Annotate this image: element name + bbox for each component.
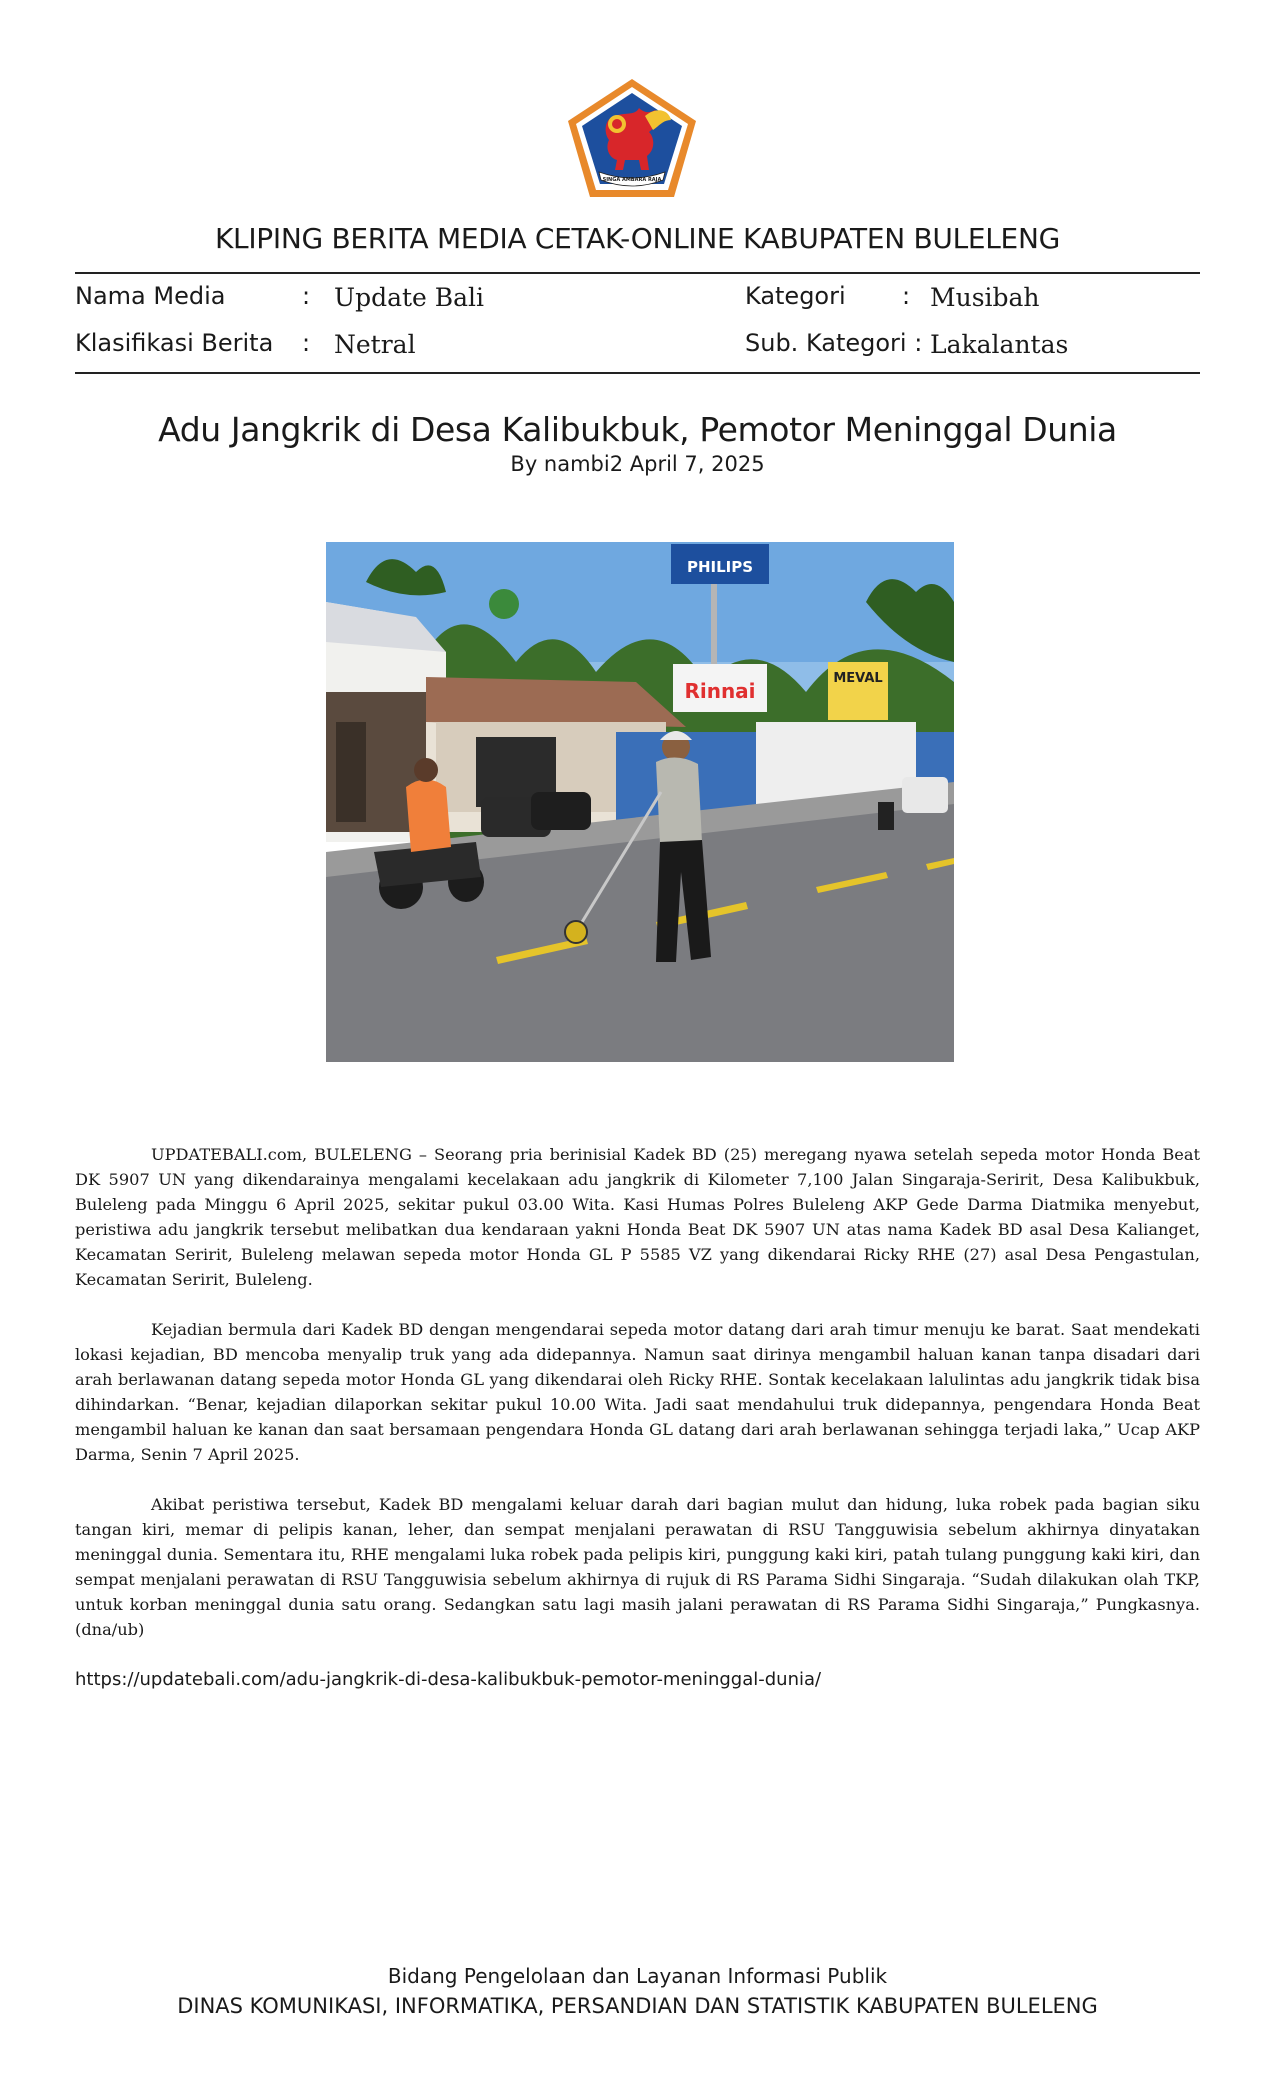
subkategori-value: Lakalantas [930,330,1069,359]
article-photo [326,542,954,1062]
header-divider-bottom [75,372,1200,374]
article-byline: By nambi2 April 7, 2025 [510,452,765,476]
klasifikasi-label: Klasifikasi Berita [75,329,274,357]
klasifikasi-colon: : [302,329,311,357]
source-url-link[interactable]: https://updatebali.com/adu-jangkrik-di-desa-kalibukbuk-pemotor-meninggal-dunia/ [75,1669,822,1690]
media-label: Nama Media [75,282,226,310]
article-paragraph-1: UPDATEBALI.com, BULELENG – Seorang pria berinisial Kadek BD (25) meregang nyawa setelah sepeda motor Honda Beat DK 5907 UN yang dikendarainya mengalami kecelakaan adu jangkrik di Kilometer 7,100 Jalan Singaraja-Seririt, Desa Kalibukbuk, Buleleng pada Minggu 6 April 2025, sekitar pukul 03.00 Wita. Kasi Humas Polres Buleleng AKP Gede Darma Diatmika menyebut, peristiwa adu jangkrik tersebut melibatkan dua kendaraan yakni Honda Beat DK 5907 UN atas nama Kadek BD asal Desa Kalianget, Kecamatan Seririt, Buleleng melawan sepeda motor Honda GL P 5585 VZ yang dikendarai Ricky RHE (27) asal Desa Pengastulan, Kecamatan Seririt, Buleleng. [75,1145,1200,1289]
article-paragraph-3: Akibat peristiwa tersebut, Kadek BD mengalami keluar darah dari bagian mulut dan hidung, luka robek pada bagian siku tangan kiri, memar di pelipis kanan, leher, dan sempat menjalani perawatan di RSU Tangguwisia sebelum akhirnya dinyatakan meninggal dunia. Sementara itu, RHE mengalami luka robek pada pelipis kiri, punggung kaki kiri, patah tulang punggung kaki kiri, dan sempat menjalani perawatan di RSU Tangguwisia sebelum akhirnya di rujuk di RS Parama Sidhi Singaraja. “Sudah dilakukan olah TKP, untuk korban meninggal dunia satu orang. Sedangkan satu lagi masih jalani perawatan di RS Parama Sidhi Singaraja,” Pungkasnya. (dna/ub) [75,1495,1200,1639]
header-divider-top [75,272,1200,274]
buleleng-emblem-icon [565,76,699,200]
emblem-motto: SINGA AMBARA RAJA [602,177,662,183]
article-headline: Adu Jangkrik di Desa Kalibukbuk, Pemotor Meninggal Dunia [158,410,1117,449]
media-colon: : [302,282,311,310]
article-paragraph-2: Kejadian bermula dari Kadek BD dengan mengendarai sepeda motor datang dari arah timur menuju ke barat. Saat mendekati lokasi kejadian, BD mencoba menyalip truk yang ada didepannya. Namun saat dirinya mengambil haluan kanan tanpa disadari dari arah berlawanan datang sepeda motor Honda GL yang dikendarai oleh Ricky RHE. Sontak kecelakaan lalulintas adu jangkrik tidak bisa dihindarkan. “Benar, kejadian dilaporkan sekitar pukul 10.00 Wita. Jadi saat mendahului truk didepannya, pengendara Honda Beat mengambil haluan ke kanan dan saat bersamaan pengendara Honda GL datang dari arah berlawanan sehingga terjadi laka,” Ucap AKP Darma, Senin 7 April 2025. [75,1320,1200,1464]
footer-division: Bidang Pengelolaan dan Layanan Informasi Publik [387,1964,888,1988]
photo-sign-philips: PHILIPS [686,558,754,576]
subkategori-label: Sub. Kategori : [745,329,923,357]
kategori-label: Kategori [745,282,846,310]
media-value: Update Bali [334,283,485,312]
photo-sign-rinnai: Rinnai [684,679,756,703]
photo-sign-meval: MEVAL [833,671,883,686]
kategori-colon: : [902,282,911,310]
clipping-title: KLIPING BERITA MEDIA CETAK-ONLINE KABUPATEN BULELENG [214,222,1060,255]
article-body [75,1142,1200,1717]
kategori-value: Musibah [930,283,1040,312]
footer-agency: DINAS KOMUNIKASI, INFORMATIKA, PERSANDIAN DAN STATISTIK KABUPATEN BULELENG [177,1994,1098,2018]
klasifikasi-value: Netral [334,330,416,359]
